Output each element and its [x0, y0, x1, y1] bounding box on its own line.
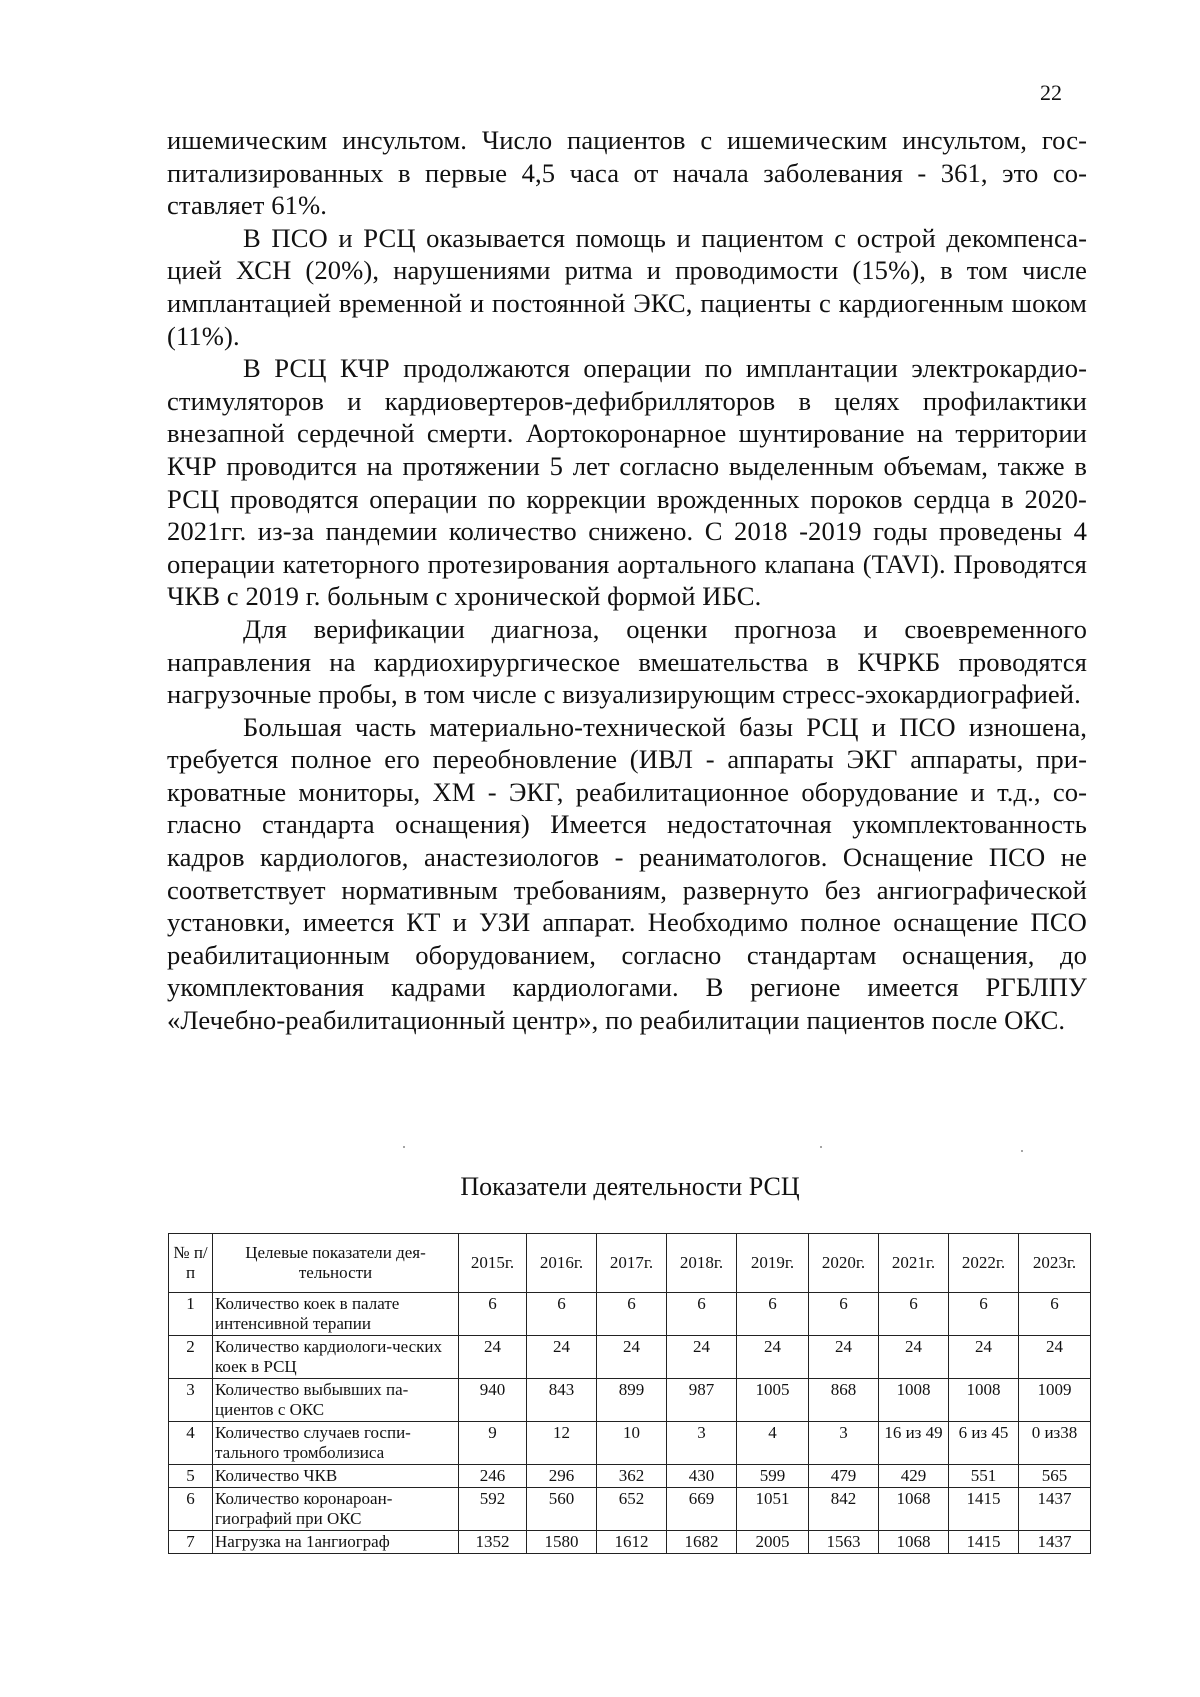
row-number: 6: [169, 1488, 213, 1531]
row-number: 5: [169, 1465, 213, 1488]
row-number: 3: [169, 1379, 213, 1422]
scan-speck: [403, 1146, 405, 1148]
row-value: 16 из 49: [879, 1422, 949, 1465]
table-row: [169, 1336, 1091, 1379]
row-value: 1008: [949, 1379, 1019, 1422]
scan-speck: [820, 1146, 822, 1148]
table-row: [169, 1293, 1091, 1336]
scan-speck: [1021, 1150, 1023, 1152]
header-year: 2015г.: [459, 1234, 527, 1293]
header-year: 2022г.: [949, 1234, 1019, 1293]
row-value: 1005: [737, 1379, 809, 1422]
row-value: 669: [667, 1488, 737, 1531]
row-value: 940: [459, 1379, 527, 1422]
row-label: Количество коек в палате интенсивной терапии: [213, 1293, 459, 1336]
header-year: 2020г.: [809, 1234, 879, 1293]
row-value: 1352: [459, 1531, 527, 1554]
row-value: 551: [949, 1465, 1019, 1488]
header-year: 2016г.: [527, 1234, 597, 1293]
row-label: Нагрузка на 1ангиограф: [213, 1531, 459, 1554]
table-row: [169, 1531, 1091, 1554]
row-value: 6: [879, 1293, 949, 1336]
row-value: 4: [737, 1422, 809, 1465]
row-value: 652: [597, 1488, 667, 1531]
row-value: 899: [597, 1379, 667, 1422]
row-value: 1068: [879, 1488, 949, 1531]
row-value: 479: [809, 1465, 879, 1488]
row-value: 10: [597, 1422, 667, 1465]
header-number: № п/п: [169, 1234, 213, 1293]
row-value: 6: [459, 1293, 527, 1336]
table-title: Показатели деятельности РСЦ: [460, 1172, 800, 1201]
indicators-table: [168, 1233, 1091, 1554]
row-value: 296: [527, 1465, 597, 1488]
row-number: 4: [169, 1422, 213, 1465]
row-value: 3: [809, 1422, 879, 1465]
row-value: 3: [667, 1422, 737, 1465]
row-value: 1008: [879, 1379, 949, 1422]
row-value: 24: [949, 1336, 1019, 1379]
row-value: 6: [1019, 1293, 1091, 1336]
row-value: 24: [737, 1336, 809, 1379]
row-value: 12: [527, 1422, 597, 1465]
row-number: 1: [169, 1293, 213, 1336]
table-row: [169, 1422, 1091, 1465]
row-value: 599: [737, 1465, 809, 1488]
header-year: 2021г.: [879, 1234, 949, 1293]
paragraph-5: Большая часть материально-технической базы РСЦ и ПСО изношена, требуется полное его переобновление (ИВЛ - аппараты ЭКГ аппараты, прикроватные мониторы, ХМ - ЭКГ, реабилитационное оборудование и т.д., согласно стандарта оснащения) Имеется недостаточная укомплектованность кадров кардиологов, анастезиологов - реаниматологов. Оснащение ПСО не соответствует нормативным требованиям, развернуто без ангиографической установки, имеется КТ и УЗИ аппарат. Необходимо полное оснащение ПСО реабилитационным оборудованием, согласно стандартам оснащения, до укомплектования кадрами кардиологами. В регионе имеется РГБЛПУ «Лечебно-реабилитационный центр», по реабилитации пациентов после ОКС.: [167, 711, 1087, 1036]
row-label: Количество коронароангиографий при ОКС: [213, 1488, 459, 1531]
row-value: 429: [879, 1465, 949, 1488]
table-row: [169, 1379, 1091, 1422]
paragraph-1: ишемическим инсультом. Число пациентов с ишемическим инсультом, госпитализированных в первые 4,5 часа от начала заболевания - 361, это составляет 61%.: [167, 125, 1087, 221]
row-value: 1563: [809, 1531, 879, 1554]
table-row: [169, 1488, 1091, 1531]
row-value: 6 из 45: [949, 1422, 1019, 1465]
row-value: 565: [1019, 1465, 1091, 1488]
row-value: 868: [809, 1379, 879, 1422]
row-value: 1415: [949, 1531, 1019, 1554]
row-value: 6: [809, 1293, 879, 1336]
row-value: 1437: [1019, 1488, 1091, 1531]
row-value: 24: [1019, 1336, 1091, 1379]
row-value: 24: [459, 1336, 527, 1379]
body-text: [167, 124, 1087, 1037]
table-header-row: [169, 1234, 1091, 1293]
header-year: 2017г.: [597, 1234, 667, 1293]
row-value: 430: [667, 1465, 737, 1488]
row-value: 6: [949, 1293, 1019, 1336]
row-value: 987: [667, 1379, 737, 1422]
row-value: 1682: [667, 1531, 737, 1554]
row-value: 560: [527, 1488, 597, 1531]
row-label: Количество кардиологи-ческих коек в РСЦ: [213, 1336, 459, 1379]
row-value: 9: [459, 1422, 527, 1465]
table-row: [169, 1465, 1091, 1488]
row-number: 7: [169, 1531, 213, 1554]
row-value: 24: [879, 1336, 949, 1379]
row-value: 6: [597, 1293, 667, 1336]
row-value: 24: [597, 1336, 667, 1379]
header-year: 2018г.: [667, 1234, 737, 1293]
row-value: 843: [527, 1379, 597, 1422]
row-value: 1612: [597, 1531, 667, 1554]
row-label: Количество выбывших пациентов с ОКС: [213, 1379, 459, 1422]
header-indicator: Целевые показатели деятельности: [213, 1234, 459, 1293]
row-value: 6: [527, 1293, 597, 1336]
row-value: 842: [809, 1488, 879, 1531]
row-value: 2005: [737, 1531, 809, 1554]
row-value: 1051: [737, 1488, 809, 1531]
row-value: 1009: [1019, 1379, 1091, 1422]
row-label: Количество случаев госпитального тромболизиса: [213, 1422, 459, 1465]
paragraph-3: В РСЦ КЧР продолжаются операции по имплантации электрокардиостимуляторов и кардиовертеров-дефибрилляторов в целях профилактики внезапной сердечной смерти. Аортокоронарное шунтирование на территории КЧР проводится на протяжении 5 лет согласно выделенным объемам, также в РСЦ проводятся операции по коррекции врожденных пороков сердца в 2020- 2021гг. из-за пандемии количество снижено. С 2018 -2019 годы проведены 4 операции катеторного протезирования аортального клапана (TAVI). Проводятся ЧКВ с 2019 г. больным с хронической формой ИБС.: [167, 353, 1087, 612]
row-value: 1580: [527, 1531, 597, 1554]
row-value: 24: [809, 1336, 879, 1379]
paragraph-4: Для верификации диагноза, оценки прогноза и своевременного направления на кардиохирургическое вмешательства в КЧРКБ проводятся нагрузочные пробы, в том числе с визуализирующим стресс-эхокардиографией.: [167, 613, 1087, 710]
row-value: 1415: [949, 1488, 1019, 1531]
row-number: 2: [169, 1336, 213, 1379]
row-value: 362: [597, 1465, 667, 1488]
row-value: 0 из38: [1019, 1422, 1091, 1465]
row-value: 1068: [879, 1531, 949, 1554]
row-value: 24: [667, 1336, 737, 1379]
header-year: 2023г.: [1019, 1234, 1091, 1293]
row-value: 1437: [1019, 1531, 1091, 1554]
row-value: 24: [527, 1336, 597, 1379]
row-value: 6: [737, 1293, 809, 1336]
row-value: 592: [459, 1488, 527, 1531]
row-label: Количество ЧКВ: [213, 1465, 459, 1488]
paragraph-2: В ПСО и РСЦ оказывается помощь и пациентом с острой декомпенсацией ХСН (20%), нарушениями ритма и проводимости (15%), в том числе имплантацией временной и постоянной ЭКС, пациенты с кардиогенным шоком (11%).: [167, 222, 1087, 351]
row-value: 6: [667, 1293, 737, 1336]
header-year: 2019г.: [737, 1234, 809, 1293]
row-value: 246: [459, 1465, 527, 1488]
page-number: 22: [1040, 80, 1062, 105]
